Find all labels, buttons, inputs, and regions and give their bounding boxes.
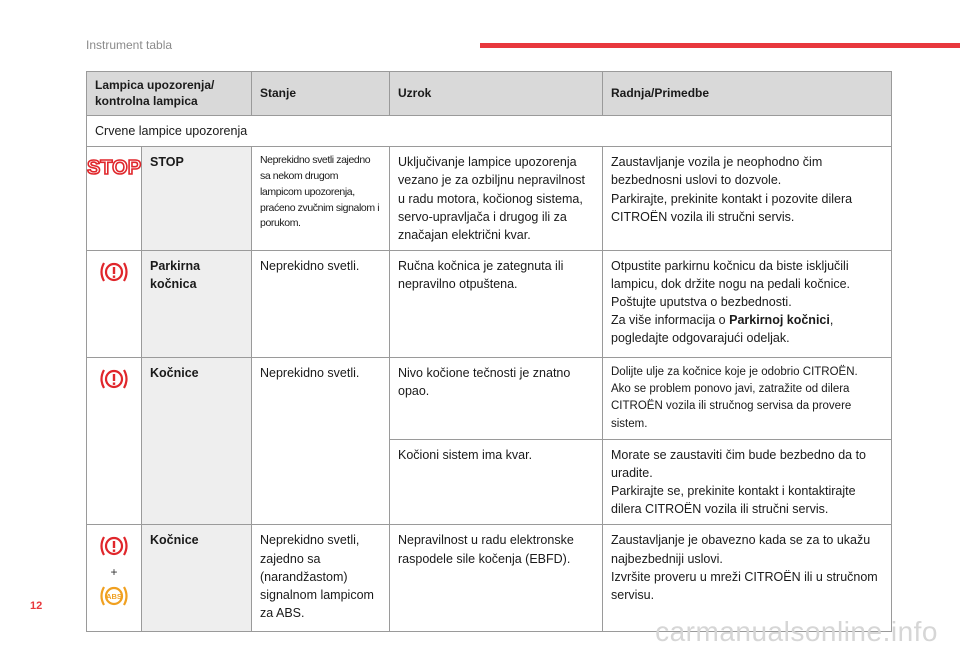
cause-stop: Uključivanje lampice upozorenja vezano je za ozbiljnu nepravilnost u radu motora, kočionog sistema, servo-upravljača i drugog ili za značajan električni kvar. xyxy=(390,147,603,251)
lamp-name-parking-brake: Parkirna kočnica xyxy=(142,250,252,357)
cause-brakes-abs: Nepravilnost u radu elektronske raspodele sile kočenja (EBFD). xyxy=(390,525,603,632)
section-row xyxy=(87,116,892,147)
action-brakes-fault: Morate se zaustaviti čim bude bezbedno da to uradite. Parkirajte se, prekinite kontakt i kontaktirajte dilera CITROËN vozila ili stručni servis. xyxy=(603,439,892,525)
column-header-cause: Uzrok xyxy=(390,72,603,116)
brakes-abs-icons xyxy=(87,525,142,632)
table-row-stop xyxy=(87,147,892,251)
state-brakes: Neprekidno svetli. xyxy=(252,357,390,525)
cause-brakes-fluid: Nivo kočione tečnosti je znatno opao. xyxy=(390,357,603,439)
state-stop: Neprekidno svetli zajedno sa nekom drugom lampicom upozorenja, praćeno zvučnim signalom i porukom. xyxy=(252,147,390,251)
lamp-name-stop: STOP xyxy=(142,147,252,251)
abs-icon-text: ABS xyxy=(106,592,122,602)
brake-warning-icon-red xyxy=(98,533,130,559)
action-parking-brake-link-text: Parkirnoj kočnici xyxy=(729,313,830,328)
action-parking-brake-text: Otpustite parkirnu kočnicu da biste isključili lampicu, dok držite nogu na pedali kočnice. Poštujte uputstva o bezbednosti. Za više informacija o xyxy=(611,258,851,328)
cause-parking-brake: Ručna kočnica je zategnuta ili nepravilno otpuštena. xyxy=(390,250,603,357)
action-stop: Zaustavljanje vozila je neophodno čim bezbednosni uslovi to dozvole. Parkirajte, prekinite kontakt i pozovite dilera CITROËN vozila ili stručni servis. xyxy=(603,147,892,251)
abs-warning-icon xyxy=(98,583,130,609)
watermark: carmanualsonline.info xyxy=(655,616,938,647)
stop-icon xyxy=(87,147,142,251)
page-number: 12 xyxy=(30,600,43,612)
lamp-name-brakes: Kočnice xyxy=(142,357,252,525)
parking-brake-warning-icon xyxy=(87,250,142,357)
header-accent-bar xyxy=(480,43,960,48)
section-title: Crvene lampice upozorenja xyxy=(87,116,892,147)
stop-icon-text: STOP xyxy=(86,157,142,180)
cause-brakes-fault: Kočioni sistem ima kvar. xyxy=(390,439,603,525)
column-header-lamp: Lampica upozorenja/ kontrolna lampica xyxy=(87,72,252,116)
plus-sign: + xyxy=(110,565,118,580)
table-header-row xyxy=(87,72,892,116)
state-parking-brake: Neprekidno svetli. xyxy=(252,250,390,357)
table-row-parking-brake xyxy=(87,250,892,357)
action-brakes-abs: Zaustavljanje je obavezno kada se za to ukažu najbezbedniji uslovi. Izvršite proveru u mreži CITROËN ili u stručnom servisu. xyxy=(603,525,892,632)
column-header-state: Stanje xyxy=(252,72,390,116)
column-header-action: Radnja/Primedbe xyxy=(603,72,892,116)
brake-warning-icon xyxy=(87,357,142,525)
action-parking-brake-tail: , pogledajte odgovarajući odeljak. xyxy=(611,313,834,346)
action-brakes-fluid: Dolijte ulje za kočnice koje je odobrio CITROËN. Ako se problem ponovo javi, zatražite od dilera CITROËN vozila ili stručnog servisa da provere sistem. xyxy=(603,357,892,439)
warning-lamps-table xyxy=(86,71,892,632)
action-parking-brake xyxy=(603,250,892,357)
page-header-title: Instrument tabla xyxy=(86,38,173,52)
state-brakes-abs: Neprekidno svetli, zajedno sa (narandžastom) signalnom lampicom za ABS. xyxy=(252,525,390,632)
table-row-brakes xyxy=(87,357,892,439)
lamp-name-brakes-abs: Kočnice xyxy=(142,525,252,632)
